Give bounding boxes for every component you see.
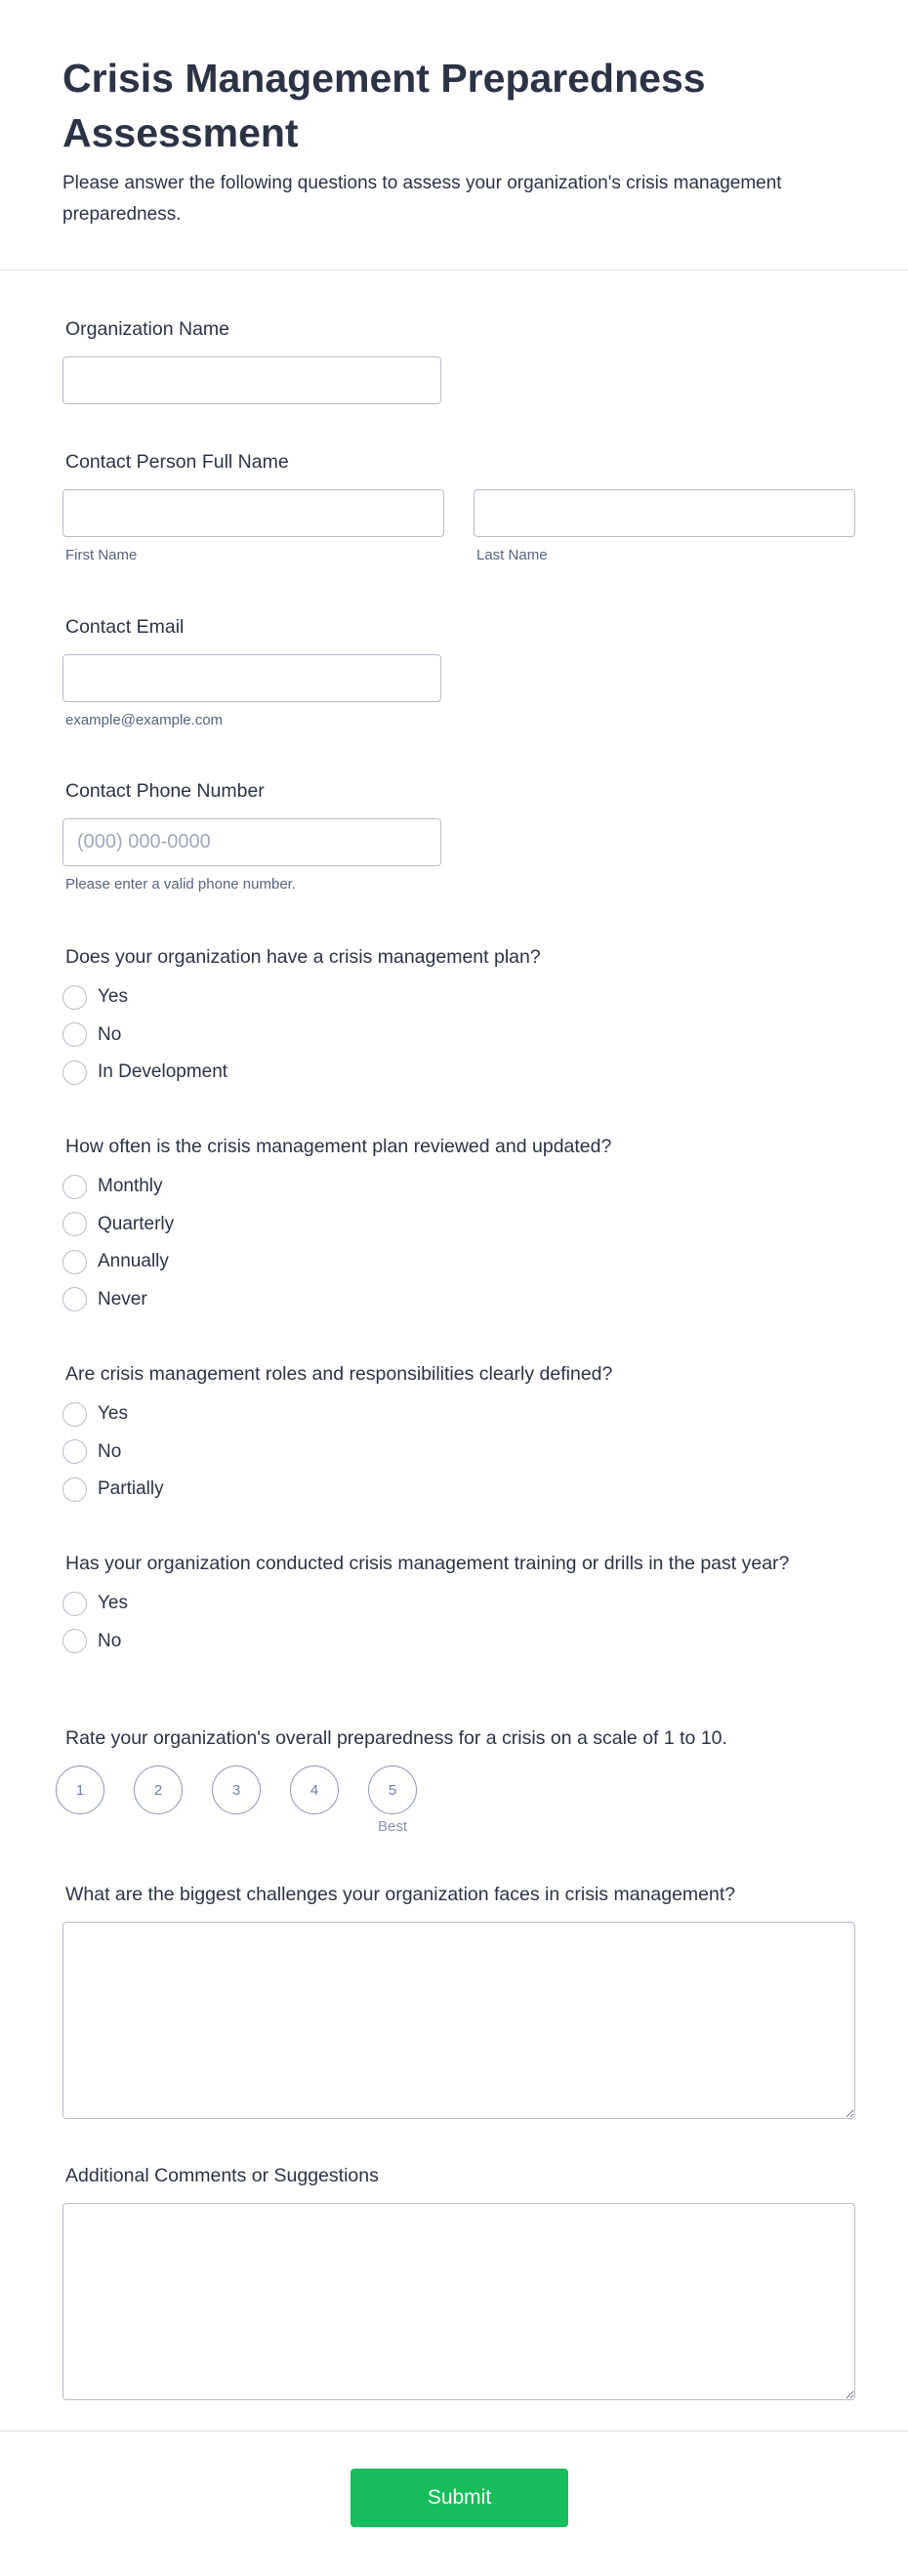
review-freq-options [62, 1168, 855, 1318]
rating-best-caption: Best [377, 1818, 407, 1835]
email-sublabel: example@example.com [65, 712, 224, 728]
submit-button[interactable]: Submit [351, 2469, 568, 2527]
has-plan-options [62, 978, 855, 1092]
radio-label: In Development [98, 1061, 228, 1083]
contact-name-label: Contact Person Full Name [65, 451, 289, 473]
radio-option[interactable] [62, 978, 855, 1017]
roles-defined-field [62, 1360, 855, 1509]
radio-circle[interactable] [62, 1022, 87, 1047]
radio-option[interactable] [62, 1206, 855, 1244]
rating-option[interactable]: 5 [368, 1766, 417, 1814]
rating-item [290, 1766, 339, 1836]
training-options [62, 1585, 855, 1660]
phone-input[interactable] [62, 818, 441, 866]
contact-name-field [62, 448, 855, 563]
radio-label: No [98, 1023, 122, 1045]
radio-option[interactable] [62, 1623, 855, 1661]
org-name-input[interactable] [62, 356, 441, 404]
radio-circle[interactable] [62, 1402, 87, 1427]
rating-item [56, 1766, 104, 1836]
radio-label: Annually [98, 1251, 169, 1272]
roles-defined-label: Are crisis management roles and responsibilities clearly defined? [65, 1363, 613, 1385]
email-field [62, 613, 855, 728]
roles-defined-options [62, 1395, 855, 1509]
last-name-sublabel: Last Name [476, 547, 548, 563]
first-name-col [62, 489, 444, 563]
phone-label: Contact Phone Number [65, 780, 265, 802]
first-name-input[interactable] [62, 489, 444, 537]
rating-option[interactable]: 3 [212, 1766, 261, 1814]
challenges-field [62, 1881, 855, 2119]
form-title: Crisis Management Preparedness Assessment [62, 56, 706, 155]
comments-field [62, 2162, 855, 2400]
radio-option[interactable] [62, 1017, 855, 1055]
email-input[interactable] [62, 654, 441, 702]
rating-item [368, 1766, 417, 1836]
radio-option[interactable] [62, 1585, 855, 1623]
radio-option[interactable] [62, 1471, 855, 1509]
email-label: Contact Email [65, 616, 185, 638]
radio-label: Yes [98, 1593, 128, 1614]
has-plan-field [62, 943, 855, 1092]
radio-circle[interactable] [62, 1175, 87, 1199]
radio-label: Yes [98, 1403, 128, 1425]
radio-label: Monthly [98, 1176, 163, 1197]
radio-label: No [98, 1630, 122, 1651]
radio-option[interactable] [62, 1395, 855, 1433]
name-row [62, 489, 855, 563]
radio-circle[interactable] [62, 1629, 87, 1653]
rating-item [212, 1766, 261, 1836]
challenges-label: What are the biggest challenges your organization faces in crisis management? [65, 1884, 736, 1905]
radio-circle[interactable] [62, 1287, 87, 1311]
review-freq-field [62, 1133, 855, 1318]
radio-label: Quarterly [98, 1213, 175, 1234]
org-name-label: Organization Name [65, 318, 229, 340]
radio-option[interactable] [62, 1281, 855, 1319]
radio-label: Never [98, 1288, 147, 1309]
radio-option[interactable] [62, 1433, 855, 1472]
radio-option[interactable] [62, 1243, 855, 1281]
rating-option[interactable]: 2 [134, 1766, 183, 1814]
training-field [62, 1550, 855, 1660]
rating-scale [56, 1766, 855, 1836]
form-header [0, 0, 908, 270]
rating-option[interactable]: 1 [56, 1766, 104, 1814]
radio-label: Yes [98, 986, 128, 1008]
last-name-col [474, 489, 855, 563]
phone-field [62, 777, 855, 893]
review-freq-label: How often is the crisis management plan reviewed and updated? [65, 1136, 612, 1157]
radio-circle[interactable] [62, 985, 87, 1010]
rating-field [62, 1724, 855, 1836]
last-name-input[interactable] [474, 489, 855, 537]
radio-label: No [98, 1440, 122, 1462]
training-label: Has your organization conducted crisis management training or drills in the past year? [65, 1553, 790, 1574]
radio-circle[interactable] [62, 1592, 87, 1616]
radio-circle[interactable] [62, 1060, 87, 1085]
comments-textarea[interactable] [62, 2203, 855, 2400]
challenges-textarea[interactable] [62, 1922, 855, 2119]
comments-label: Additional Comments or Suggestions [65, 2165, 379, 2186]
has-plan-label: Does your organization have a crisis management plan? [65, 946, 541, 968]
radio-option[interactable] [62, 1054, 855, 1092]
radio-circle[interactable] [62, 1250, 87, 1274]
phone-sublabel: Please enter a valid phone number. [65, 876, 296, 893]
rating-option[interactable]: 4 [290, 1766, 339, 1814]
org-name-field [62, 315, 855, 404]
form-footer [0, 2431, 908, 2576]
form-subtitle: Please answer the following questions to assess your organization's crisis management preparedness. [62, 173, 782, 225]
radio-circle[interactable] [62, 1212, 87, 1236]
rating-item [134, 1766, 183, 1836]
radio-circle[interactable] [62, 1477, 87, 1502]
radio-label: Partially [98, 1478, 164, 1500]
rating-label: Rate your organization's overall preparedness for a crisis on a scale of 1 to 10. [65, 1727, 727, 1749]
radio-circle[interactable] [62, 1439, 87, 1464]
first-name-sublabel: First Name [65, 547, 138, 563]
radio-option[interactable] [62, 1168, 855, 1206]
